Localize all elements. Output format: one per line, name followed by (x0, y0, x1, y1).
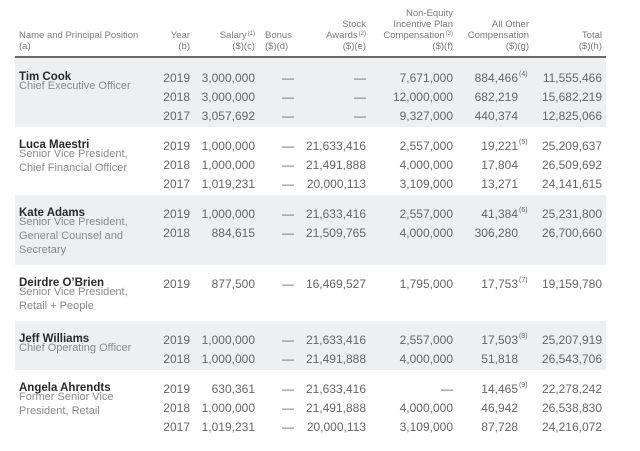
header-salary (220, 30, 255, 52)
header-text: Salary (219, 30, 247, 41)
footnote-marker: (4) (519, 71, 528, 78)
header-line (579, 30, 602, 41)
header-text: Stock (342, 19, 366, 30)
cell-year: 2019 (163, 382, 190, 396)
footnote-marker: (9) (519, 382, 528, 389)
header-text: Year (170, 30, 190, 41)
cell-bonus: — (282, 90, 294, 104)
header-name (19, 30, 138, 52)
footnote-marker: (2) (358, 31, 366, 37)
cell-bonus: — (282, 333, 294, 347)
cell-bonus: — (282, 177, 294, 191)
header-line (468, 41, 529, 52)
cell-nonequity: 12,000,000 (392, 90, 453, 104)
executive-position: Retail + People (19, 300, 94, 312)
cell-nonequity: 2,557,000 (399, 207, 453, 221)
footnote-marker: (5) (519, 139, 528, 146)
header-line (383, 41, 453, 52)
cell-salary: 1,019,231 (201, 420, 255, 434)
cell-salary: 630,361 (211, 382, 255, 396)
cell-year: 2019 (163, 71, 190, 85)
header-allother (468, 19, 529, 52)
cell-year: 2017 (163, 109, 190, 123)
header-line (171, 41, 190, 52)
executive-name: Luca Maestri (19, 139, 90, 151)
cell-stock: — (354, 109, 366, 123)
header-line (326, 30, 366, 41)
cell-total: 25,207,919 (541, 333, 602, 347)
cell-total: 24,216,072 (541, 420, 602, 434)
cell-year: 2018 (163, 226, 190, 240)
executive-position: Chief Executive Officer (19, 80, 131, 92)
executive-name: Tim Cook (19, 71, 72, 83)
cell-nonequity: 4,000,000 (399, 158, 453, 172)
cell-salary: 1,000,000 (201, 333, 255, 347)
cell-nonequity: 3,109,000 (399, 420, 453, 434)
cell-total: 26,509,692 (541, 158, 602, 172)
executive-position: Chief Financial Officer (19, 162, 128, 174)
cell-stock: 21,633,416 (305, 333, 366, 347)
cell-stock: 21,491,888 (305, 158, 366, 172)
footnote-marker: (6) (519, 207, 528, 214)
cell-bonus: — (282, 207, 294, 221)
cell-allother: 306,280 (474, 226, 518, 240)
cell-year: 2018 (163, 158, 190, 172)
header-text: (b) (178, 41, 190, 52)
cell-allother: 19,221 (481, 139, 518, 153)
executive-group (15, 265, 606, 321)
executive-position: Senior Vice President, (19, 286, 128, 298)
cell-bonus: — (282, 226, 294, 240)
cell-nonequity: 2,557,000 (399, 139, 453, 153)
cell-total: 25,231,800 (541, 207, 602, 221)
cell-total: 26,538,830 (541, 401, 602, 415)
cell-year: 2017 (163, 420, 190, 434)
cell-nonequity: 4,000,000 (399, 401, 453, 415)
cell-nonequity: 3,109,000 (399, 177, 453, 191)
cell-bonus: — (282, 277, 294, 291)
cell-nonequity: — (441, 382, 453, 396)
cell-total: 26,543,706 (541, 352, 602, 366)
cell-salary: 1,000,000 (201, 139, 255, 153)
cell-total: 19,159,780 (541, 277, 602, 291)
cell-bonus: — (282, 71, 294, 85)
header-line (383, 30, 453, 41)
cell-bonus: — (282, 139, 294, 153)
cell-bonus: — (282, 420, 294, 434)
cell-allother: 51,818 (481, 352, 518, 366)
cell-salary: 877,500 (211, 277, 255, 291)
executive-position: Secretary (19, 244, 67, 256)
cell-allother: 13,271 (481, 177, 518, 191)
header-text: ($)(h) (578, 41, 602, 52)
cell-allother: 41,384 (481, 207, 518, 221)
cell-salary: 3,057,692 (201, 109, 255, 123)
cell-stock: 21,633,416 (305, 207, 366, 221)
executive-group (15, 321, 606, 370)
cell-salary: 3,000,000 (201, 71, 255, 85)
header-line (468, 30, 529, 41)
cell-bonus: — (282, 158, 294, 172)
footnote-marker: (8) (519, 333, 528, 340)
executive-position: General Counsel and (19, 230, 123, 242)
cell-allother: 884,466 (474, 71, 518, 85)
cell-allother: 17,503 (481, 333, 518, 347)
cell-nonequity: 1,795,000 (399, 277, 453, 291)
header-bonus (265, 30, 292, 52)
cell-allother: 440,374 (474, 109, 518, 123)
cell-stock: — (354, 71, 366, 85)
cell-allother: 87,728 (481, 420, 518, 434)
cell-year: 2019 (163, 207, 190, 221)
cell-total: 12,825,066 (541, 109, 602, 123)
header-stock (326, 19, 366, 52)
cell-bonus: — (282, 109, 294, 123)
cell-nonequity: 4,000,000 (399, 352, 453, 366)
executive-position: Senior Vice President, (19, 148, 128, 160)
cell-allother: 17,753 (481, 277, 518, 291)
cell-year: 2018 (163, 401, 190, 415)
executive-name: Angela Ahrendts (19, 382, 111, 394)
header-line (265, 41, 292, 52)
header-line (265, 30, 292, 41)
header-text: All Other (492, 19, 529, 30)
cell-total: 26,700,660 (541, 226, 602, 240)
header-text: (a) (19, 41, 31, 52)
cell-allother: 17,804 (481, 158, 518, 172)
cell-total: 24,141,615 (541, 177, 602, 191)
cell-year: 2019 (163, 139, 190, 153)
header-text: Compensation (467, 30, 529, 41)
cell-bonus: — (282, 401, 294, 415)
executive-name: Jeff Williams (19, 333, 90, 345)
header-text: Compensation (383, 30, 445, 41)
executive-position: Former Senior Vice (19, 391, 114, 403)
cell-allother: 46,942 (481, 401, 518, 415)
header-line (383, 19, 453, 30)
cell-salary: 1,019,231 (201, 177, 255, 191)
cell-salary: 3,000,000 (201, 90, 255, 104)
cell-stock: 21,491,888 (305, 401, 366, 415)
footnote-marker: (7) (519, 277, 528, 284)
cell-salary: 1,000,000 (201, 158, 255, 172)
cell-year: 2019 (163, 277, 190, 291)
cell-total: 22,278,242 (541, 382, 602, 396)
header-line (579, 41, 602, 52)
header-text: ($)(e) (342, 41, 366, 52)
cell-total: 25,209,637 (541, 139, 602, 153)
cell-stock: 21,491,888 (305, 352, 366, 366)
header-text: Name and Principal Position (19, 30, 139, 41)
cell-year: 2018 (163, 352, 190, 366)
cell-year: 2019 (163, 333, 190, 347)
cell-salary: 884,615 (211, 226, 255, 240)
cell-bonus: — (282, 382, 294, 396)
header-nonequity (383, 8, 453, 52)
executive-group (15, 370, 606, 451)
cell-nonequity: 9,327,000 (399, 109, 453, 123)
cell-stock: 16,469,527 (305, 277, 366, 291)
executive-group (15, 58, 606, 127)
cell-allother: 14,465 (481, 382, 518, 396)
header-line (220, 41, 255, 52)
cell-nonequity: 4,000,000 (399, 226, 453, 240)
cell-stock: 21,633,416 (305, 382, 366, 396)
header-year (171, 30, 190, 52)
cell-salary: 1,000,000 (201, 207, 255, 221)
executive-position: President, Retail (19, 405, 100, 417)
footnote-marker: (3) (445, 31, 453, 37)
header-text: Incentive Plan (393, 19, 453, 30)
header-line (19, 41, 138, 52)
header-text: ($)(c) (232, 41, 255, 52)
executive-position: Senior Vice President, (19, 216, 128, 228)
footnote-marker: (1) (247, 31, 255, 37)
executive-name: Kate Adams (19, 207, 86, 219)
cell-bonus: — (282, 352, 294, 366)
header-text: Total (581, 30, 602, 41)
cell-allother: 682,219 (474, 90, 518, 104)
executive-group (15, 195, 606, 265)
header-text: Bonus (265, 30, 292, 41)
cell-total: 11,555,466 (542, 71, 602, 85)
header-text: Non-Equity (406, 8, 453, 19)
header-text: ($)(g) (505, 41, 529, 52)
header-line (171, 30, 190, 41)
cell-nonequity: 2,557,000 (399, 333, 453, 347)
executive-group (15, 127, 606, 195)
cell-salary: 1,000,000 (201, 352, 255, 366)
executive-name: Deirdre O’Brien (19, 277, 104, 289)
header-total (579, 30, 602, 52)
cell-stock: 21,633,416 (305, 139, 366, 153)
cell-year: 2017 (163, 177, 190, 191)
header-text: ($)(d) (265, 41, 289, 52)
cell-stock: 20,000,113 (306, 177, 366, 191)
header-line (326, 19, 366, 30)
executive-position: Chief Operating Officer (19, 342, 132, 354)
header-text: Awards (326, 30, 358, 41)
header-text: ($)(f) (432, 41, 453, 52)
header-line (326, 41, 366, 52)
cell-total: 15,682,219 (541, 90, 602, 104)
cell-stock: 20,000,113 (306, 420, 366, 434)
cell-stock: 21,509,765 (305, 226, 366, 240)
header-line (19, 30, 138, 41)
cell-stock: — (354, 90, 366, 104)
header-line (468, 19, 529, 30)
cell-nonequity: 7,671,000 (399, 71, 453, 85)
header-line (220, 30, 255, 41)
header-line (383, 8, 453, 19)
cell-year: 2018 (163, 90, 190, 104)
cell-salary: 1,000,000 (201, 401, 255, 415)
